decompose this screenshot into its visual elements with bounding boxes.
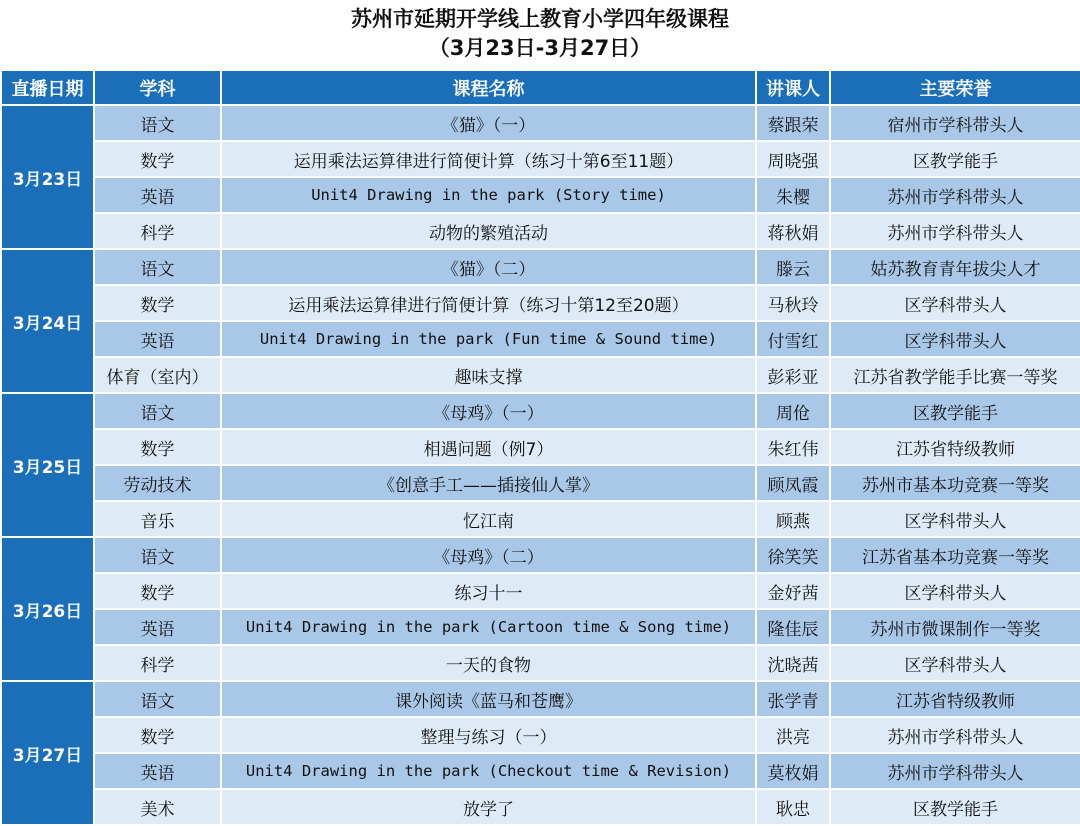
table-row [1,609,1080,645]
honor-cell: 宿州市学科带头人 [830,105,1080,141]
teacher-cell: 隆佳辰 [756,609,830,645]
honor-cell: 姑苏教育青年拔尖人才 [830,249,1080,285]
subject-cell: 体育（室内） [94,357,221,393]
course-cell: Unit4 Drawing in the park (Fun time & Sound time) [221,321,756,357]
subject-cell: 数学 [94,573,221,609]
course-cell: 趣味支撑 [221,357,756,393]
teacher-cell: 朱红伟 [756,429,830,465]
subject-cell: 音乐 [94,501,221,537]
subject-cell: 语文 [94,105,221,141]
course-cell: 整理与练习（一） [221,717,756,753]
table-row [1,681,1080,717]
table-body [1,105,1080,825]
table-row [1,537,1080,573]
header-course: 课程名称 [221,70,756,105]
teacher-cell: 耿忠 [756,789,830,825]
subject-cell: 语文 [94,249,221,285]
subject-cell: 语文 [94,537,221,573]
table-row [1,249,1080,285]
subject-cell: 科学 [94,213,221,249]
header-teacher: 讲课人 [756,70,830,105]
teacher-cell: 周晓强 [756,141,830,177]
table-row [1,717,1080,753]
subject-cell: 数学 [94,141,221,177]
date-cell: 3月26日 [1,537,94,681]
honor-cell: 苏州市学科带头人 [830,177,1080,213]
teacher-cell: 马秋玲 [756,285,830,321]
course-cell: 《猫》（二） [221,249,756,285]
honor-cell: 区学科带头人 [830,573,1080,609]
honor-cell: 区教学能手 [830,141,1080,177]
date-cell: 3月25日 [1,393,94,537]
course-cell: 动物的繁殖活动 [221,213,756,249]
course-cell: 一天的食物 [221,645,756,681]
course-cell: Unit4 Drawing in the park (Checkout time & Revision) [221,753,756,789]
table-row [1,285,1080,321]
teacher-cell: 张学青 [756,681,830,717]
teacher-cell: 周伧 [756,393,830,429]
honor-cell: 苏州市基本功竞赛一等奖 [830,465,1080,501]
date-cell: 3月24日 [1,249,94,393]
teacher-cell: 顾凤霞 [756,465,830,501]
honor-cell: 苏州市学科带头人 [830,753,1080,789]
subject-cell: 数学 [94,717,221,753]
course-cell: 忆江南 [221,501,756,537]
table-row [1,465,1080,501]
subject-cell: 英语 [94,753,221,789]
teacher-cell: 朱樱 [756,177,830,213]
table-row [1,177,1080,213]
subject-cell: 劳动技术 [94,465,221,501]
course-cell: 放学了 [221,789,756,825]
page-subtitle: （3月23日-3月27日） [428,36,652,60]
honor-cell: 江苏省基本功竞赛一等奖 [830,537,1080,573]
honor-cell: 江苏省教学能手比赛一等奖 [830,357,1080,393]
course-cell: Unit4 Drawing in the park (Story time) [221,177,756,213]
course-cell: 相遇问题（例7） [221,429,756,465]
teacher-cell: 徐笑笑 [756,537,830,573]
course-cell: 《母鸡》（二） [221,537,756,573]
course-cell: 运用乘法运算律进行简便计算（练习十第6至11题） [221,141,756,177]
table-row [1,141,1080,177]
header-row [1,70,1080,105]
course-cell: 《创意手工——插接仙人掌》 [221,465,756,501]
table-row [1,429,1080,465]
course-cell: 练习十一 [221,573,756,609]
honor-cell: 区教学能手 [830,393,1080,429]
subject-cell: 数学 [94,429,221,465]
course-cell: 《猫》（一） [221,105,756,141]
table-header [1,70,1080,105]
table-row [1,357,1080,393]
honor-cell: 苏州市学科带头人 [830,717,1080,753]
table-row [1,753,1080,789]
schedule-table [0,69,1080,826]
honor-cell: 苏州市学科带头人 [830,213,1080,249]
table-row [1,393,1080,429]
course-cell: Unit4 Drawing in the park (Cartoon time & Song time) [221,609,756,645]
teacher-cell: 蔡跟荣 [756,105,830,141]
honor-cell: 区学科带头人 [830,321,1080,357]
table-row [1,213,1080,249]
course-cell: 运用乘法运算律进行简便计算（练习十第12至20题） [221,285,756,321]
honor-cell: 区学科带头人 [830,285,1080,321]
table-row [1,321,1080,357]
teacher-cell: 付雪红 [756,321,830,357]
teacher-cell: 彭彩亚 [756,357,830,393]
header-date: 直播日期 [1,70,94,105]
honor-cell: 江苏省特级教师 [830,429,1080,465]
teacher-cell: 洪亮 [756,717,830,753]
course-cell: 《母鸡》（一） [221,393,756,429]
table-row [1,573,1080,609]
honor-cell: 区教学能手 [830,789,1080,825]
table-row [1,645,1080,681]
teacher-cell: 沈晓茜 [756,645,830,681]
table-row [1,105,1080,141]
header-subject: 学科 [94,70,221,105]
page-title: 苏州市延期开学线上教育小学四年级课程 [351,7,729,31]
header-honor: 主要荣誉 [830,70,1080,105]
honor-cell: 区学科带头人 [830,645,1080,681]
date-cell: 3月27日 [1,681,94,825]
course-cell: 课外阅读《蓝马和苍鹰》 [221,681,756,717]
subject-cell: 英语 [94,177,221,213]
teacher-cell: 金妤茜 [756,573,830,609]
honor-cell: 区学科带头人 [830,501,1080,537]
subject-cell: 科学 [94,645,221,681]
teacher-cell: 顾燕 [756,501,830,537]
title-block [0,0,1080,69]
subject-cell: 语文 [94,681,221,717]
honor-cell: 江苏省特级教师 [830,681,1080,717]
subject-cell: 英语 [94,609,221,645]
teacher-cell: 滕云 [756,249,830,285]
teacher-cell: 蒋秋娟 [756,213,830,249]
subject-cell: 数学 [94,285,221,321]
subject-cell: 语文 [94,393,221,429]
teacher-cell: 莫枚娟 [756,753,830,789]
subject-cell: 美术 [94,789,221,825]
honor-cell: 苏州市微课制作一等奖 [830,609,1080,645]
table-row [1,501,1080,537]
date-cell: 3月23日 [1,105,94,249]
subject-cell: 英语 [94,321,221,357]
